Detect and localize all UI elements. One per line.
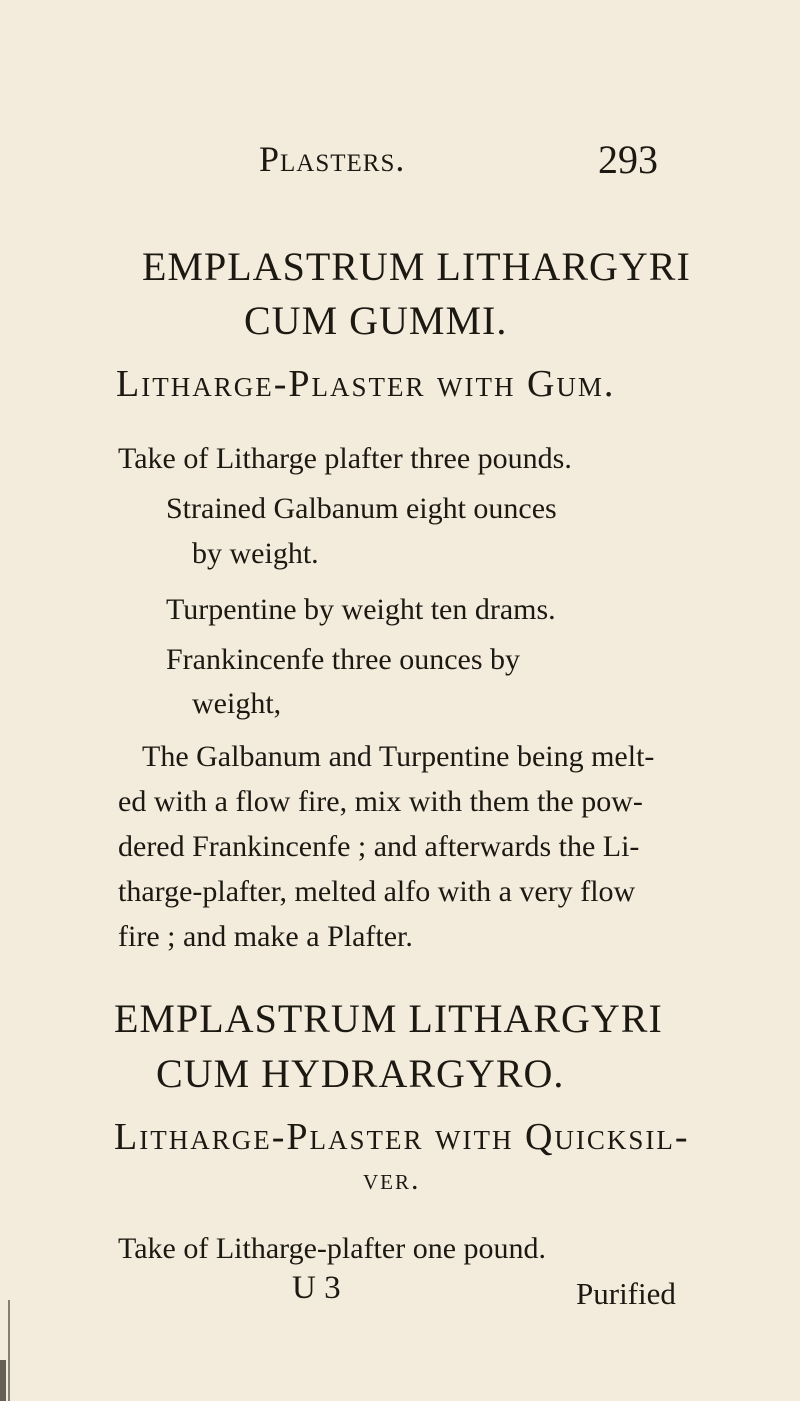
section-1-recipe-line: Turpentine by weight ten drams. bbox=[166, 593, 556, 626]
section-1-recipe-line: Take of Litharge plafter three pounds. bbox=[118, 442, 572, 475]
section-1-directions-line: tharge-plafter, melted alfo with a very flow bbox=[118, 875, 636, 908]
section-2-subtitle-line2: ver. bbox=[363, 1163, 421, 1196]
section-1-directions-line: ed with a flow fire, mix with them the pow- bbox=[118, 785, 643, 818]
section-1-directions-line: The Galbanum and Turpentine being melt- bbox=[142, 740, 655, 773]
section-1-directions-line: dered Frankincenfe ; and afterwards the Li- bbox=[118, 830, 640, 863]
section-1-recipe-line: Strained Galbanum eight ounces bbox=[166, 492, 557, 525]
section-1-title-line1: EMPLASTRUM LITHARGYRI bbox=[142, 244, 691, 289]
section-2-title-line1: EMPLASTRUM LITHARGYRI bbox=[114, 996, 663, 1041]
section-2-subtitle-line1: Litharge-Plaster with Quicksil- bbox=[114, 1116, 690, 1158]
section-1-directions-line: fire ; and make a Plafter. bbox=[118, 920, 413, 953]
section-1-recipe-line: by weight. bbox=[192, 537, 319, 570]
scan-edge-mark bbox=[0, 1360, 6, 1401]
section-1-subtitle: Litharge-Plaster with Gum. bbox=[116, 363, 616, 405]
page-number: 293 bbox=[598, 137, 658, 182]
catchword: Purified bbox=[576, 1276, 676, 1311]
section-2-title-line2: CUM HYDRARGYRO. bbox=[156, 1051, 565, 1096]
scan-edge-mark bbox=[8, 1300, 10, 1401]
section-1-title-line2: CUM GUMMI. bbox=[244, 298, 508, 343]
running-head bbox=[259, 138, 405, 180]
signature-mark: U 3 bbox=[292, 1270, 341, 1306]
running-title: Plasters. bbox=[259, 139, 406, 179]
section-1-recipe-line: weight, bbox=[192, 687, 282, 720]
section-1-recipe-line: Frankincenfe three ounces by bbox=[166, 643, 521, 676]
section-2-recipe-line: Take of Litharge-plafter one pound. bbox=[118, 1232, 547, 1265]
